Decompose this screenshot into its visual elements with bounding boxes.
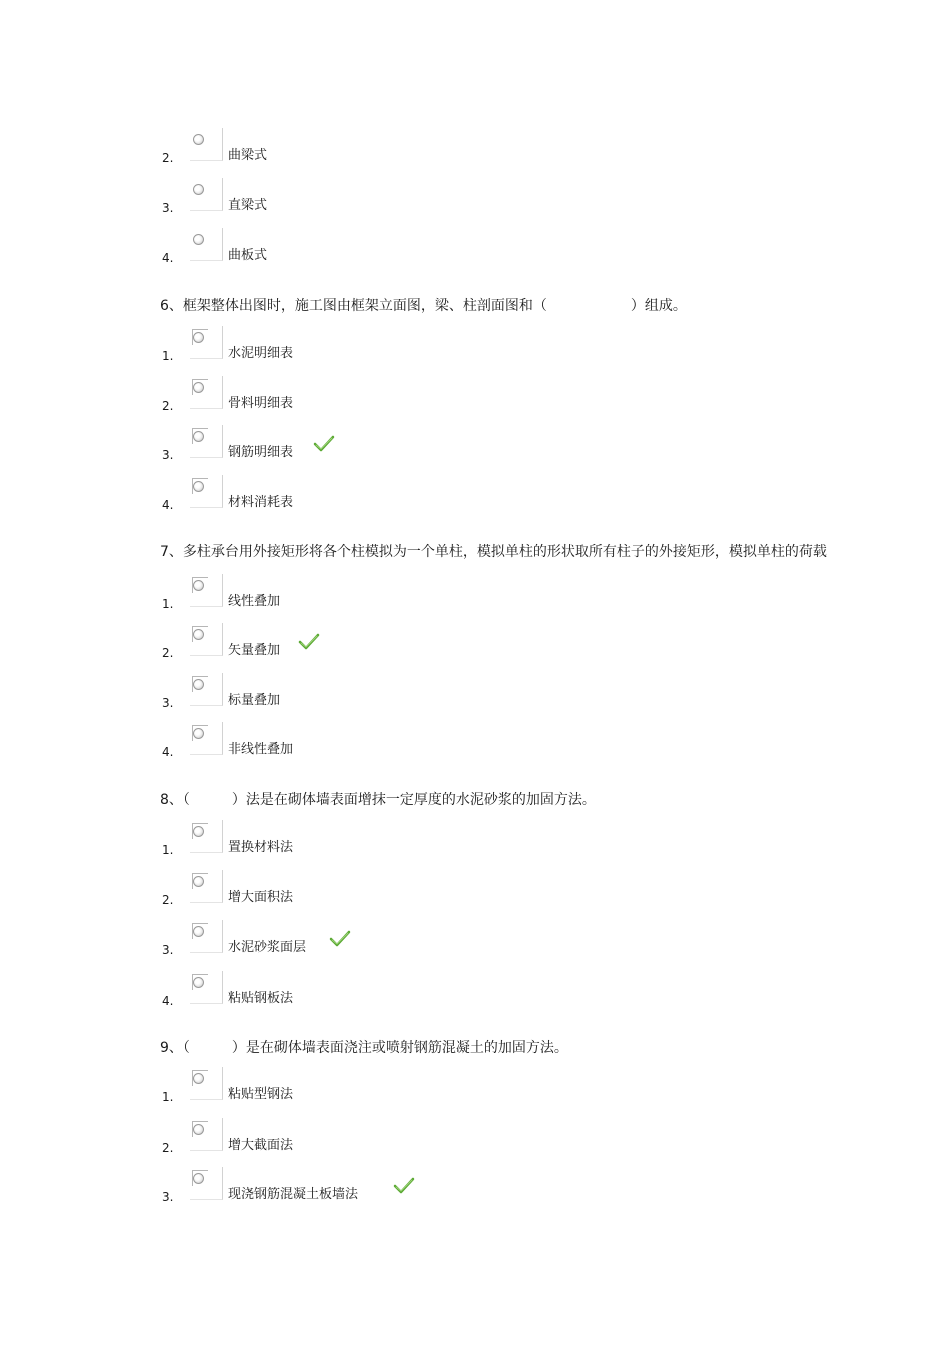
radio-button[interactable]: [190, 228, 223, 261]
radio-button[interactable]: [190, 326, 223, 359]
option-number: 4.: [162, 994, 174, 1008]
radio-button[interactable]: [190, 971, 223, 1004]
radio-unselected-icon: [193, 926, 204, 937]
option-number: 3.: [162, 696, 174, 710]
option-number: 2.: [162, 893, 174, 907]
option-q8-3[interactable]: [0, 920, 950, 960]
radio-unselected-icon: [193, 728, 204, 739]
question-9-text: 9、（ ）是在砌体墙表面浇注或喷射钢筋混凝土的加固方法。: [160, 1040, 568, 1056]
option-q6-4[interactable]: [0, 475, 950, 515]
option-q8-4[interactable]: [0, 971, 950, 1011]
radio-button[interactable]: [190, 376, 223, 409]
option-label: 骨料明细表: [228, 396, 294, 411]
radio-button[interactable]: [190, 1167, 223, 1200]
option-label: 粘贴型钢法: [228, 1087, 294, 1102]
option-q9-1[interactable]: [0, 1067, 950, 1107]
option-label: 曲梁式: [228, 148, 268, 163]
green-checkmark-icon: [393, 1177, 415, 1195]
radio-unselected-icon: [193, 1173, 204, 1184]
radio-unselected-icon: [193, 580, 204, 591]
radio-unselected-icon: [193, 184, 204, 195]
radio-button[interactable]: [190, 1067, 223, 1100]
option-q8-1[interactable]: [0, 820, 950, 860]
radio-unselected-icon: [193, 1124, 204, 1135]
option-number: 4.: [162, 251, 174, 265]
radio-button[interactable]: [190, 623, 223, 656]
option-q6-3[interactable]: [0, 425, 950, 465]
option-label: 粘贴钢板法: [228, 991, 294, 1006]
option-label: 钢筋明细表: [228, 445, 294, 460]
option-label: 水泥明细表: [228, 346, 294, 361]
radio-button[interactable]: [190, 920, 223, 953]
option-number: 2.: [162, 1141, 174, 1155]
option-number: 2.: [162, 151, 174, 165]
option-label: 置换材料法: [228, 840, 294, 855]
option-label: 材料消耗表: [228, 495, 294, 510]
option-number: 2.: [162, 399, 174, 413]
option-number: 3.: [162, 448, 174, 462]
option-number: 1.: [162, 1090, 174, 1104]
option-q7-1[interactable]: [0, 574, 950, 614]
option-number: 4.: [162, 498, 174, 512]
option-number: 3.: [162, 1190, 174, 1204]
radio-button[interactable]: [190, 178, 223, 211]
radio-button[interactable]: [190, 425, 223, 458]
radio-unselected-icon: [193, 134, 204, 145]
option-number: 1.: [162, 597, 174, 611]
option-label: 增大截面法: [228, 1138, 294, 1153]
radio-unselected-icon: [193, 679, 204, 690]
option-label: 非线性叠加: [228, 742, 294, 757]
question-8-text: 8、（ ）法是在砌体墙表面增抹一定厚度的水泥砂浆的加固方法。: [160, 792, 596, 808]
radio-unselected-icon: [193, 876, 204, 887]
radio-button[interactable]: [190, 475, 223, 508]
option-number: 2.: [162, 646, 174, 660]
question-6-text: 6、框架整体出图时，施工图由框架立面图，梁、柱剖面图和（ ）组成。: [160, 298, 687, 314]
option-number: 3.: [162, 201, 174, 215]
option-number: 1.: [162, 349, 174, 363]
option-q7-2[interactable]: [0, 623, 950, 663]
option-label: 直梁式: [228, 198, 268, 213]
radio-button[interactable]: [190, 1118, 223, 1151]
option-label: 现浇钢筋混凝土板墙法: [228, 1187, 359, 1202]
question-7-text: 7、多柱承台用外接矩形将各个柱模拟为一个单柱，模拟单柱的形状取所有柱子的外接矩形，模拟单柱的荷载: [160, 544, 827, 560]
radio-unselected-icon: [193, 431, 204, 442]
option-number: 3.: [162, 943, 174, 957]
radio-button[interactable]: [190, 820, 223, 853]
option-q9-3[interactable]: [0, 1167, 950, 1207]
radio-unselected-icon: [193, 382, 204, 393]
option-q6-2[interactable]: [0, 376, 950, 416]
green-checkmark-icon: [313, 435, 335, 453]
option-label: 标量叠加: [228, 693, 281, 708]
green-checkmark-icon: [329, 930, 351, 948]
option-q9-2[interactable]: [0, 1118, 950, 1158]
option-q7-4[interactable]: [0, 722, 950, 762]
radio-button[interactable]: [190, 870, 223, 903]
option-number: 4.: [162, 745, 174, 759]
radio-unselected-icon: [193, 1073, 204, 1084]
option-q5-3[interactable]: [0, 178, 950, 218]
option-label: 增大面积法: [228, 890, 294, 905]
radio-button[interactable]: [190, 128, 223, 161]
option-label: 曲板式: [228, 248, 268, 263]
option-label: 线性叠加: [228, 594, 281, 609]
radio-unselected-icon: [193, 826, 204, 837]
option-q5-4[interactable]: [0, 228, 950, 268]
green-checkmark-icon: [298, 633, 320, 651]
radio-unselected-icon: [193, 629, 204, 640]
radio-unselected-icon: [193, 977, 204, 988]
option-label: 矢量叠加: [228, 643, 281, 658]
radio-button[interactable]: [190, 673, 223, 706]
option-q7-3[interactable]: [0, 673, 950, 713]
radio-unselected-icon: [193, 234, 204, 245]
option-label: 水泥砂浆面层: [228, 940, 307, 955]
radio-unselected-icon: [193, 332, 204, 343]
option-q8-2[interactable]: [0, 870, 950, 910]
radio-button[interactable]: [190, 722, 223, 755]
radio-unselected-icon: [193, 481, 204, 492]
option-q5-2[interactable]: [0, 128, 950, 168]
option-number: 1.: [162, 843, 174, 857]
option-q6-1[interactable]: [0, 326, 950, 366]
radio-button[interactable]: [190, 574, 223, 607]
